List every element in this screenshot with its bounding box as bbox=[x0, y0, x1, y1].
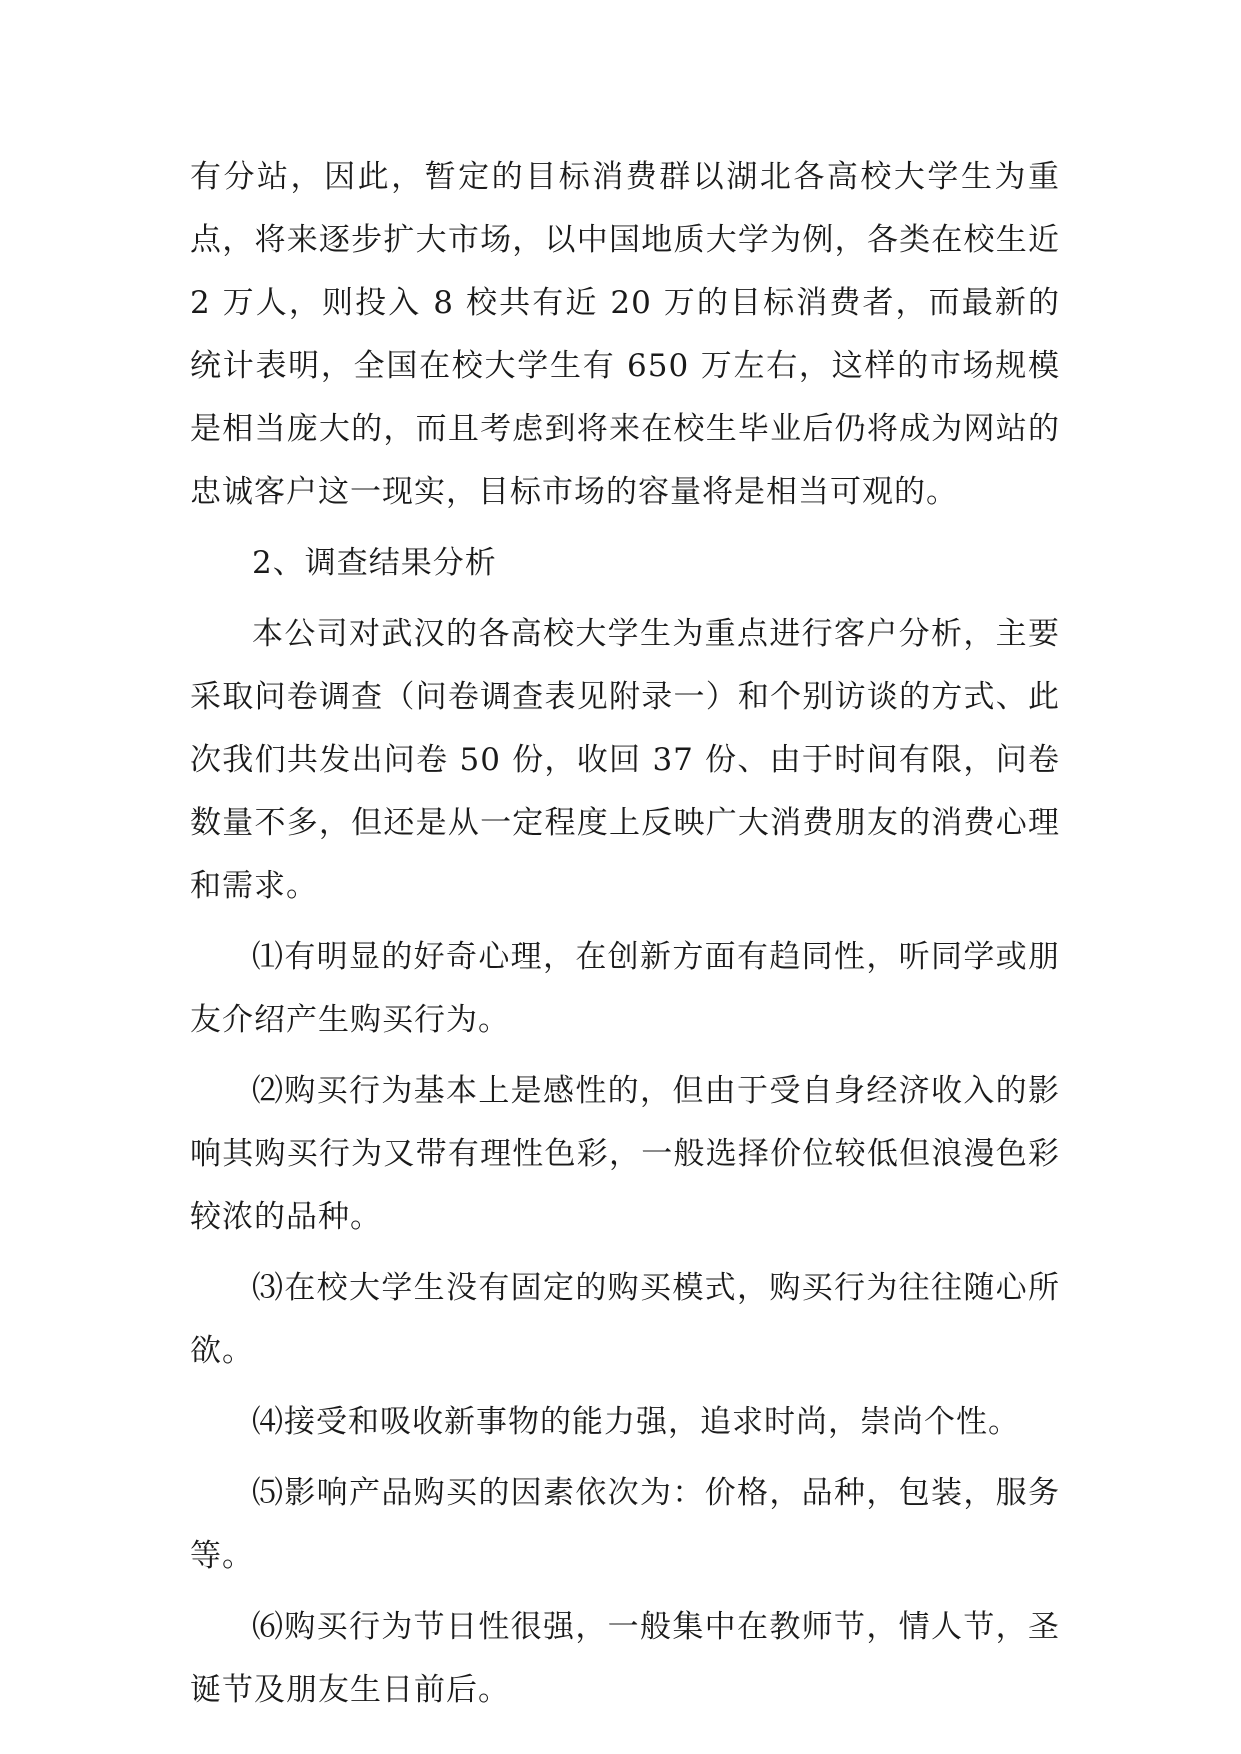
list-item-5: ⑸影响产品购买的因素依次为：价格，品种，包装，服务等。 bbox=[190, 1475, 1060, 1574]
paragraph-survey-method: 本公司对武汉的各高校大学生为重点进行客户分析，主要采取问卷调查（问卷调查表见附录一）和个别访谈的方式、此次我们共发出问卷 50 份，收回 37 份、由于时间有限，问卷数量不多，但还是从一定程度上反映广大消费朋友的消费心理和需求。 bbox=[190, 616, 1060, 904]
paragraph-continuation: 有分站，因此，暂定的目标消费群以湖北各高校大学生为重点，将来逐步扩大市场，以中国地质大学为例，各类在校生近 2 万人，则投入 8 校共有近 20 万的目标消费者，而最新的统计表明，全国在校大学生有 650 万左右，这样的市场规模是相当庞大的，而且考虑到将来在校生毕业后仍将成为网站的忠诚客户这一现实，目标市场的容量将是相当可观的。 bbox=[190, 159, 1060, 510]
list-item-4: ⑷接受和吸收新事物的能力强，追求时尚，崇尚个性。 bbox=[252, 1404, 1020, 1440]
list-item-2: ⑵购买行为基本上是感性的，但由于受自身经济收入的影响其购买行为又带有理性色彩，一般选择价位较低但浪漫色彩较浓的品种。 bbox=[190, 1073, 1060, 1235]
list-item-3: ⑶在校大学生没有固定的购买模式，购买行为往往随心所欲。 bbox=[190, 1270, 1060, 1369]
list-item-1: ⑴有明显的好奇心理，在创新方面有趋同性，听同学或朋友介绍产生购买行为。 bbox=[190, 939, 1060, 1038]
body-text bbox=[190, 160, 1060, 1730]
section-heading: 2、调查结果分析 bbox=[252, 545, 497, 581]
list-item-6: ⑹购买行为节日性很强，一般集中在教师节，情人节，圣诞节及朋友生日前后。 bbox=[190, 1609, 1060, 1708]
